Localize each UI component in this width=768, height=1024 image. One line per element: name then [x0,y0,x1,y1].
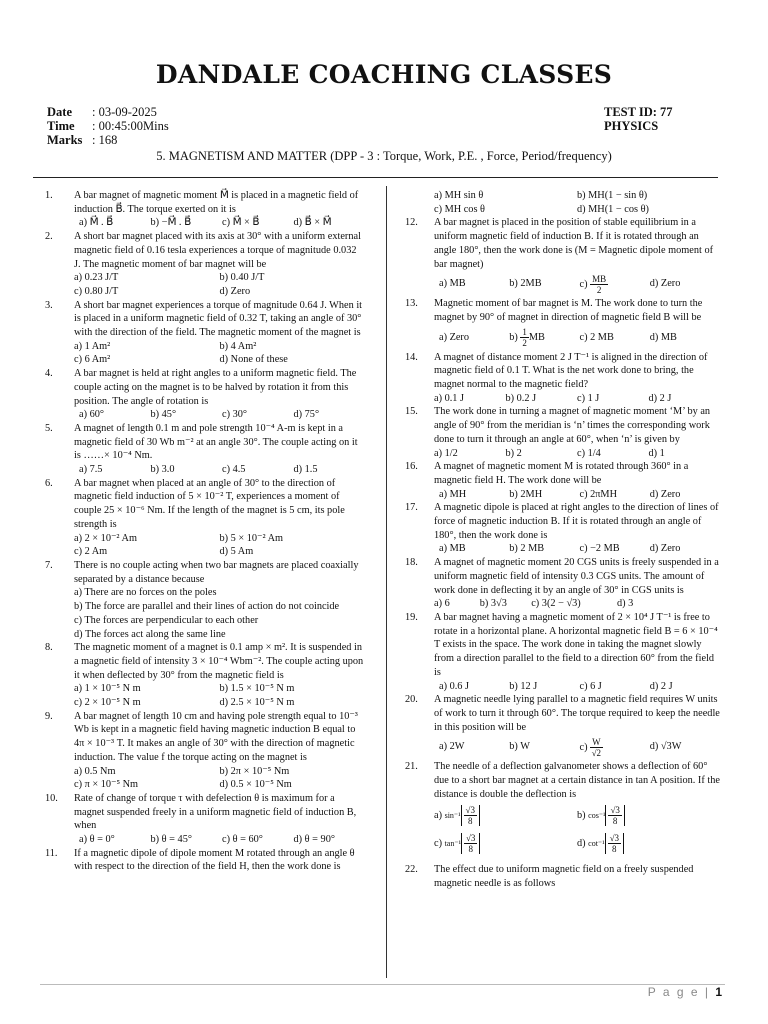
question-number: 15. [405,406,418,418]
question-number: 4. [45,368,53,380]
option-a: a) 0.1 J [434,392,465,404]
test-id: TEST ID: 77 [604,105,673,119]
question-text: A short bar magnet experiences a torque of magnitude 0.64 J. When it is placed in a uniform magnetic field of 0.32 T, taking an angle of 30° with the direction of the field. The magnetic moment of the magnet is [74,299,363,339]
question-text: A magnet of magnetic moment M is rotated through 360° in a magnetic field H. The work done will be [434,461,689,486]
chapter-title: 5. MAGNETISM AND MATTER (DPP - 3 : Torque, Work, P.E. , Force, Period/frequency) [156,149,612,163]
option-c: c) 2 Am [74,546,108,558]
option-c: c) −2 MB [579,543,620,555]
question-number: 10. [45,792,58,804]
question-number: 12. [405,217,418,229]
option-a: a) There are no forces on the poles [74,587,217,599]
option-a: a) 2W [439,741,465,753]
option-d: d) 1 [648,447,665,459]
question-text: A bar magnet of magnetic moment M⃗ is placed in a magnetic field of induction B⃗. The torque exerted on it is [74,190,359,215]
page-title: DANDALE COACHING CLASSES [155,60,613,89]
option-b: b) MH(1 − sin θ) [577,190,648,201]
question-number: 21. [405,761,418,773]
question-number: 11. [45,847,58,859]
question-text: A bar magnet when placed at an angle of 30° to the direction of magnetic field induction of 5 × 10⁻² T, experiences a moment of couple 25 × 10⁻⁶ Nm. If the length of the magnet is 5 cm, its pole strength is [74,477,345,530]
fraction: $\frac{1}{2}$ [522,327,527,349]
question-number: 18. [405,557,418,569]
question-12 [405,216,720,297]
option-b: b) 5 × 10⁻² Am [219,532,284,544]
option-a: a) 1/2 [434,447,458,459]
question-16 [405,460,720,501]
header-divider [33,177,718,178]
marks-value: : 168 [92,133,118,147]
option-d: d) 1.5 [293,464,318,476]
time-label: Time [47,119,75,133]
question-8 [45,641,365,710]
option-d: d) cot⁻¹ $\frac{√3}{8}$ [577,829,720,857]
question-10 [45,792,365,847]
option-b: b) 45° [150,409,177,421]
option-c: c) 1/4 [577,447,601,459]
option-a: a) 1 Am² [74,340,111,352]
question-text: A magnet of magnetic moment 20 CGS units is freely suspended in a uniform magnetic field of intensity 0.3 CGS units. The amount of work done in deflecting it by an angle of 30° in CGS units is [434,557,719,596]
subject: PHYSICS [604,119,659,133]
question-22 [405,863,720,890]
question-number: 13. [405,298,418,310]
page-number: P a g e | 1 [647,985,722,999]
question-number: 17. [405,502,418,514]
option-d: d) 2 J [649,680,673,692]
question-text: A bar magnet is held at right angles to a uniform magnetic field. The couple acting on the magnet is to be halved by rotation it from this position. The angle of rotation is [74,368,357,407]
option-c: c) 1 J [577,392,600,404]
option-c: c) 30° [222,409,247,421]
option-b: b) $\frac{1}{2}$ MB [509,327,545,349]
option-d: d) 75° [293,409,320,421]
question-4 [45,367,365,422]
question-number: 6. [45,477,53,489]
option-a: a) sin⁻¹ $\frac{√3}{8}$ [434,801,577,829]
question-text: A bar magnet of length 10 cm and having pole strength equal to 10⁻³ Wb is kept in a magnetic field having magnetic induction B equal to 4π × 10⁻³ T. It makes an angle of 30° with the direction of magnetic induction. The value f the torque acting on the magnet is [74,710,358,763]
option-b: b) 2π × 10⁻⁵ Nm [219,765,290,777]
question-number: 2. [45,231,53,243]
question-15 [405,405,720,460]
option-c: c) The forces are perpendicular to each other [74,614,259,626]
question-number: 16. [405,461,418,473]
date-label: Date [47,105,72,119]
option-a: a) 60° [79,409,104,421]
option-b: b) The force are parallel and their lines of action do not coincide [74,601,340,613]
option-a: a) 6 [434,598,450,610]
question-2 [45,230,365,299]
option-d: d) The forces act along the same line [74,628,226,640]
option-a: a) M⃗ . B⃗ [79,217,114,229]
option-b: b) 2MH [509,488,543,500]
footer-divider [40,984,725,985]
option-d: d) 2.5 × 10⁻⁵ N m [219,697,295,709]
question-text: A magnet of length 0.1 m and pole strength 10⁻⁴ A-m is kept in a magnetic field of 30 Wb m⁻² at an angle 30°. The couple acting on it is ……× 10⁻⁴ Nm. [74,422,358,462]
option-d: d) θ = 90° [293,834,335,846]
question-20 [405,693,720,760]
option-b: b) 0.2 J [505,392,537,404]
fraction: $\frac{MB}{2}$ [592,273,607,295]
marks-label: Marks [47,133,83,147]
question-text: The magnetic moment of a magnet is 0.1 amp × m². It is suspended in a magnetic field of intensity 3 × 10⁻⁴ Wbm⁻². The couple acting upon it when deflected by 30° from the magnetic field is [74,642,364,681]
option-c: c) π × 10⁻⁵ Nm [74,779,139,791]
question-6 [45,477,365,559]
option-c: c) 2 MB [579,331,614,343]
question-number: 14. [405,351,418,363]
option-d: d) None of these [219,354,288,366]
option-c: c) 4.5 [222,464,246,476]
option-a: a) MH [439,488,467,500]
question-text: There is no couple acting when two bar magnets are placed coaxially separated by a distance because [74,559,359,585]
question-text: If a magnetic dipole of dipole moment M rotated through an angle θ with respect to the direction of the field H, then the work done is [74,847,355,873]
question-11 [45,847,365,874]
date-value: : 03-09-2025 [92,105,157,119]
question-number: 1. [45,190,53,201]
option-d: d) Zero [649,278,681,290]
question-14 [405,351,720,406]
option-a: a) Zero [439,331,470,343]
option-d: d) 0.5 × 10⁻⁵ Nm [219,779,292,791]
question-text: The effect due to uniform magnetic field on a freely suspended magnetic needle is as follows [434,864,694,890]
option-a: a) 0.5 Nm [74,765,116,777]
option-c: c) tan⁻¹ $\frac{√3}{8}$ [434,829,577,857]
option-c: c) 6 Am² [74,354,111,366]
option-b: b) cos⁻¹ $\frac{√3}{8}$ [577,801,720,829]
question-text: A magnetic dipole is placed at right angles to the direction of lines of force of magnetic induction B. If it is rotated through an angle of 180°, then the work done is [434,502,719,541]
option-d: d) Zero [649,488,681,500]
option-c: c) 2πMH [579,488,618,500]
option-c: c) 2 × 10⁻⁵ N m [74,697,141,709]
question-11-options [405,189,720,216]
option-d: d) 5 Am [219,546,254,558]
option-d: d) √3W [649,741,682,753]
question-text: The work done in turning a magnet of magnetic moment ‘M’ by an angle of 90° from the meridian is ‘n’ times the corresponding work done to turn it through an angle at 60°, when ‘n’ is given by [434,406,711,445]
question-number: 9. [45,710,53,722]
right-column [405,189,720,891]
option-b: b) 4 Am² [219,340,257,352]
option-a: a) MB [439,543,466,555]
option-a: a) MH sin θ [434,190,484,201]
option-b: b) 2 [505,447,522,459]
option-a: a) 0.6 J [439,680,470,692]
question-text: A magnet of distance moment 2 J T⁻¹ is aligned in the direction of magnetic field of 0.1 T. What is the net work done to bring, the magnet normal to the magnetic field? [434,351,708,391]
option-a: a) 0.23 J/T [74,272,119,284]
option-d: d) Zero [649,543,681,555]
question-number: 20. [405,694,418,706]
option-c: c) θ = 60° [222,834,263,846]
question-5 [45,422,365,477]
option-c: c) MH cos θ [434,203,485,215]
option-d: d) MH(1 − cos θ) [577,203,649,215]
option-d: d) 3 [617,598,634,610]
option-a: a) MB [439,278,466,290]
option-b: b) −M⃗ . B⃗ [150,217,192,229]
option-a: a) 1 × 10⁻⁵ N m [74,683,141,695]
question-number: 7. [45,559,53,571]
option-b: b) 0.40 J/T [219,272,265,284]
option-b: b) 2MB [509,278,542,290]
option-b: b) 3.0 [150,464,175,476]
question-text: A magnetic needle lying parallel to a magnetic field requires W units of work to turn it through 60°. The torque required to keep the needle in this position will be [434,694,720,733]
question-text: A bar magnet is placed in the position of stable equilibrium in a uniform magnetic field of induction B. If it is rotated through an angle 180°, then the work done is (M = Magnetic dipole moment of bar magnet) [434,217,714,270]
question-number: 5. [45,422,53,434]
option-c: c) 0.80 J/T [74,285,119,297]
option-b: b) W [509,741,530,753]
question-number: 3. [45,299,53,311]
column-divider [386,186,387,978]
question-3 [45,299,365,368]
question-1 [45,189,365,230]
question-number: 22. [405,864,418,876]
question-text: Magnetic moment of bar magnet is M. The work done to turn the magnet by 90° of magnet in direction of magnetic field B will be [434,298,703,323]
question-21 [405,760,720,857]
option-b: b) θ = 45° [150,834,192,846]
question-7 [45,559,365,641]
question-text: A bar magnet having a magnetic moment of 2 × 10⁴ J T⁻¹ is free to rotate in a horizontal plane. A horizontal magnetic field B = 6 × 10⁻⁴ T exists in the space. The work done in taking the magnet slowly from a direction parallel to the field to a direction 60° from the field is [434,611,718,678]
option-b: b) 3√3 [479,598,507,610]
option-a: a) θ = 0° [79,834,115,846]
option-d: d) B⃗ × M⃗ [293,217,332,229]
question-number: 19. [405,611,418,623]
option-d: d) 2 J [648,392,672,404]
question-17 [405,501,720,556]
option-d: d) MB [649,331,677,343]
option-c: c) $\frac{MB}{2}$ [579,273,607,295]
option-d: d) Zero [219,285,251,297]
question-13 [405,297,720,350]
question-9 [45,710,365,792]
question-number: 8. [45,642,53,654]
question-19 [405,611,720,693]
option-c: c) 3(2 − √3) [531,598,581,610]
question-text: A short bar magnet placed with its axis at 30° with a uniform external magnetic field of 0.16 tesla experiences a torque of magnitude 0.032 J. The magnetic moment of bar magnet will be [74,231,361,270]
option-b: b) 12 J [509,680,538,692]
option-b: b) 2 MB [509,543,545,555]
option-c: c) 6 J [579,680,602,692]
left-column [45,189,365,874]
option-a: a) 7.5 [79,464,103,476]
option-b: b) 1.5 × 10⁻⁵ N m [219,683,295,695]
question-18 [405,556,720,611]
question-text: The needle of a deflection galvanometer shows a deflection of 60° due to a short bar magnet at a certain distance in tan A position. If the distance is double the deflection is [434,761,720,800]
option-c: c) $\frac{W}{√2}$ [579,736,602,758]
option-a: a) 2 × 10⁻² Am [74,532,137,544]
question-text: Rate of change of torque τ with defelection θ is maximum for a magnet suspended freely in a uniform magnetic field of induction B, when [74,792,357,832]
fraction: $\frac{W}{√2}$ [591,736,602,758]
time-value: : 00:45:00Mins [92,119,169,133]
option-c: c) M⃗ × B⃗ [222,217,260,229]
